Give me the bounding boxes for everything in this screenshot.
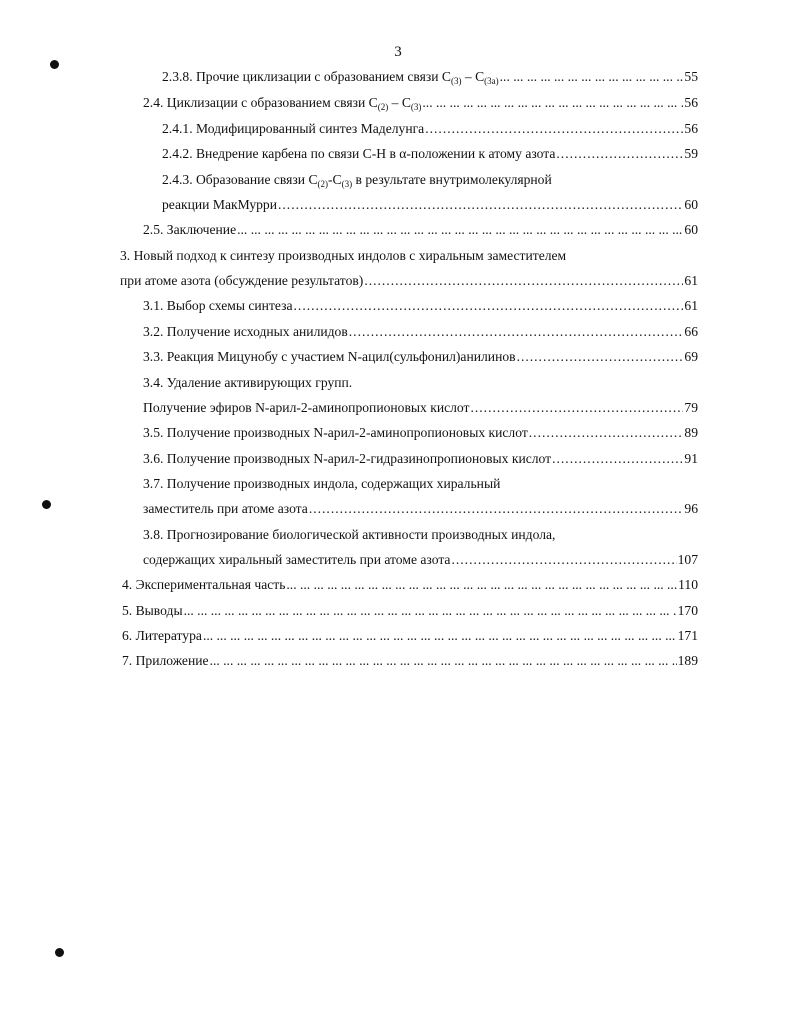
toc-entry-label: 3.1. Выбор схемы синтеза [143,298,293,313]
toc-entry-label: 5. Выводы [122,603,183,618]
toc-entry-label: 2.3.8. Прочие циклизации с образованием связи $C_{(3)} - C_{(3a)}$ [162,69,499,86]
toc-page-number: 107 [677,552,698,567]
dot-leader [451,549,676,571]
toc-entry-label: 7. Приложение [122,653,209,668]
toc-entry-3-6[interactable] [143,448,698,470]
toc-entry-label: 2.5. Заключение [143,222,237,237]
toc-entry-label: Получение эфиров N-арил-2-аминопропионовых кислот [143,400,470,415]
toc-entry-7[interactable] [122,650,698,672]
toc-page-number: 171 [677,628,698,643]
page-number: 3 [394,44,402,60]
toc-entry-label: 2.4.3. Образование связи $C_{(2)}-C_{(3)}$ в результате внутримолекулярной [162,172,552,189]
toc-entry-3-7-cont[interactable] [143,498,698,520]
toc-entry-label: реакции МакМурри [162,197,277,212]
toc-entry-3-4-cont[interactable] [143,397,698,419]
dot-leader [294,295,684,317]
toc-page-number: 189 [677,653,698,668]
toc-entry-5[interactable] [122,600,698,622]
dot-leader [184,600,677,622]
toc-entry-3-2[interactable] [143,321,698,343]
dot-leader [278,194,683,216]
toc-entry-2-3-8[interactable] [162,66,698,88]
toc-page-number: 61 [684,298,698,313]
toc-page-number: 60 [684,222,698,237]
dot-leader [203,625,677,647]
toc-entry-3-1[interactable] [143,295,698,317]
toc-page-number: 96 [684,501,698,516]
toc-page-number: 56 [684,121,698,136]
dot-leader [529,422,684,444]
toc-entry-2-4-2[interactable] [162,143,698,165]
toc-entry-label: 3.2. Получение исходных анилидов [143,324,348,339]
toc-page-number: 69 [684,349,698,364]
toc-page-number: 89 [684,425,698,440]
toc-page-number: 61 [684,273,698,288]
toc-entry-label: 3.3. Реакция Мицунобу с участием N-ацил(сульфонил)анилинов [143,349,516,364]
toc-entry-label: 3.7. Получение производных индола, содержащих хиральный [143,476,501,491]
toc-page-number: 110 [678,577,698,592]
dot-leader [349,321,684,343]
scan-speck [55,948,64,957]
dot-leader [470,397,683,419]
toc-entry-2-5[interactable] [143,219,698,241]
dot-leader [286,574,677,596]
toc-page-number: 60 [684,197,698,212]
dot-leader [500,66,684,88]
toc-entry-label: 4. Экспериментальная часть [122,577,286,592]
toc-entry-label: содержащих хиральный заместитель при атоме азота [143,552,451,567]
dot-leader [364,270,683,292]
toc-entry-label: 2.4. Циклизации с образованием связи $C_{(2)} - C_{(3)}$ [143,95,422,112]
toc-entry-3-3[interactable] [143,346,698,368]
scan-speck [50,60,59,69]
toc-entry-3-8[interactable] [143,524,698,546]
toc-entry-label: 3.5. Получение производных N-арил-2-аминопропионовых кислот [143,425,528,440]
toc-entry-label: 3.6. Получение производных N-арил-2-гидразинопропионовых кислот [143,451,552,466]
toc-entry-3-cont[interactable] [120,270,698,292]
toc-entry-2-4-3-cont[interactable] [162,194,698,216]
toc-entry-3[interactable] [120,245,698,267]
toc-entry-3-7[interactable] [143,473,698,495]
toc-page-number: 59 [684,146,698,161]
toc-entry-label: 3. Новый подход к синтезу производных индолов с хиральным заместителем [120,248,567,263]
toc-entry-2-4[interactable] [143,92,698,114]
toc-page-number: 55 [684,69,698,84]
toc-entry-label: при атоме азота (обсуждение результатов) [120,273,364,288]
toc-entry-3-5[interactable] [143,422,698,444]
toc-entry-label: 2.4.1. Модифицированный синтез Маделунга [162,121,425,136]
dot-leader [556,143,683,165]
toc-entry-label: заместитель при атоме азота [143,501,308,516]
dot-leader [552,448,683,470]
toc-page-number: 91 [684,451,698,466]
dot-leader [210,650,677,672]
toc-entry-4[interactable] [122,574,698,596]
toc-entry-label: 3.4. Удаление активирующих групп. [143,375,353,390]
dot-leader [422,92,683,114]
dot-leader [517,346,684,368]
toc-entry-3-4[interactable] [143,372,698,394]
toc-page-number: 66 [684,324,698,339]
toc-entry-2-4-1[interactable] [162,118,698,140]
toc-entry-label: 2.4.2. Внедрение карбена по связи С-Н в α-положении к атому азота [162,146,556,161]
dot-leader [237,219,683,241]
toc-entry-3-8-cont[interactable] [143,549,698,571]
toc-entry-2-4-3[interactable] [162,169,698,191]
toc-page-number: 79 [684,400,698,415]
dot-leader [425,118,683,140]
toc-entry-label: 6. Литература [122,628,202,643]
toc-entry-label: 3.8. Прогнозирование биологической активности производных индола, [143,527,556,542]
toc-entry-6[interactable] [122,625,698,647]
dot-leader [309,498,684,520]
toc-page-number: 170 [677,603,698,618]
toc-page-number: 56 [684,95,698,110]
scan-speck [42,500,51,509]
